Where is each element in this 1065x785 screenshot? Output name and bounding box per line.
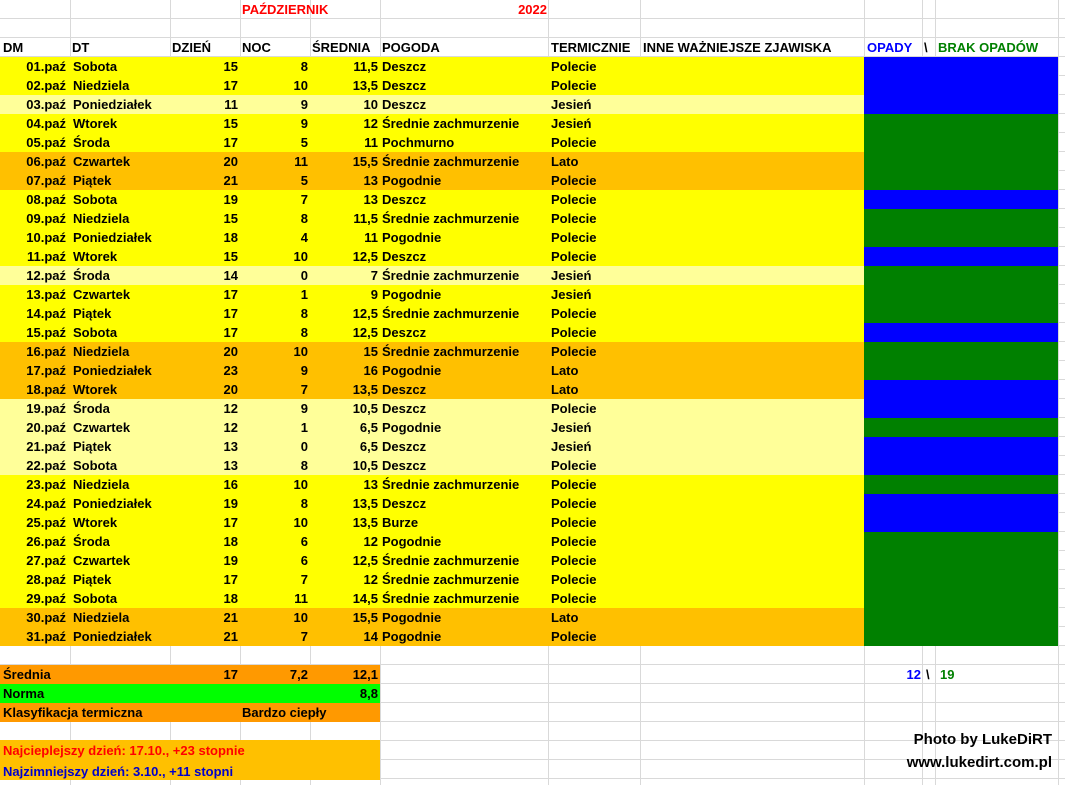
precip-cell-rain: [864, 456, 1058, 475]
night-temp-cell[interactable]: 7: [300, 572, 308, 587]
col-header-thermal[interactable]: TERMICZNIE: [551, 40, 631, 55]
weekday-cell[interactable]: Sobota: [73, 458, 118, 473]
weekday-cell[interactable]: Czwartek: [73, 420, 131, 435]
night-temp-cell[interactable]: 8: [300, 496, 308, 511]
precip-cell-rain: [864, 190, 1058, 209]
thermal-cell[interactable]: Polecie: [551, 458, 597, 473]
weekday-cell[interactable]: Sobota: [73, 591, 118, 606]
precip-cell-rain: [864, 399, 1058, 418]
weather-cell[interactable]: Deszcz: [382, 401, 427, 416]
weekday-cell[interactable]: Poniedziałek: [73, 230, 152, 245]
weather-cell[interactable]: Deszcz: [382, 59, 427, 74]
night-temp-cell[interactable]: 9: [300, 363, 308, 378]
weekday-cell[interactable]: Sobota: [73, 59, 118, 74]
weather-cell[interactable]: Pogodnie: [382, 420, 442, 435]
weekday-cell[interactable]: Wtorek: [73, 249, 118, 264]
day-date-cell[interactable]: 21.paź: [26, 439, 66, 454]
weekday-cell[interactable]: Piątek: [73, 306, 112, 321]
night-temp-cell[interactable]: 0: [300, 439, 308, 454]
precip-cell-dry: [864, 342, 1058, 361]
row-background: [0, 380, 864, 399]
day-date-cell[interactable]: 10.paź: [26, 230, 66, 245]
precip-cell-rain: [864, 513, 1058, 532]
avg-temp-cell[interactable]: 13,5: [352, 78, 378, 93]
night-temp-cell[interactable]: 10: [293, 477, 308, 492]
precip-cell-rain: [864, 57, 1058, 76]
weekday-cell[interactable]: Środa: [73, 268, 110, 283]
precip-cell-dry: [864, 152, 1058, 171]
avg-temp-cell[interactable]: 13,5: [352, 382, 378, 397]
weather-cell[interactable]: Średnie zachmurzenie: [382, 211, 520, 226]
avg-temp-cell[interactable]: 7: [370, 268, 378, 283]
precip-cell-dry: [864, 361, 1058, 380]
thermal-cell[interactable]: Polecie: [551, 135, 597, 150]
day-date-cell[interactable]: 01.paź: [26, 59, 66, 74]
weather-cell[interactable]: Średnie zachmurzenie: [382, 154, 520, 169]
precip-cell-dry: [864, 589, 1058, 608]
night-temp-cell[interactable]: 8: [300, 211, 308, 226]
col-header-precip[interactable]: OPADY: [867, 40, 913, 55]
avg-temp-cell[interactable]: 9: [370, 287, 378, 302]
day-date-cell[interactable]: 13.paź: [26, 287, 66, 302]
precip-cell-dry: [864, 570, 1058, 589]
weekday-cell[interactable]: Wtorek: [73, 382, 118, 397]
avg-label[interactable]: Średnia: [3, 667, 51, 682]
night-temp-cell[interactable]: 10: [293, 515, 308, 530]
avg-temp-cell[interactable]: 12: [363, 116, 378, 131]
precip-cell-dry: [864, 475, 1058, 494]
day-temp-cell[interactable]: 12: [223, 401, 238, 416]
day-temp-cell[interactable]: 19: [223, 192, 238, 207]
night-temp-cell[interactable]: 8: [300, 306, 308, 321]
row-background: [0, 399, 864, 418]
weekday-cell[interactable]: Poniedziałek: [73, 363, 152, 378]
day-temp-cell[interactable]: 21: [223, 173, 238, 188]
day-date-cell[interactable]: 12.paź: [26, 268, 66, 283]
night-temp-cell[interactable]: 4: [300, 230, 308, 245]
day-date-cell[interactable]: 19.paź: [26, 401, 66, 416]
thermal-cell[interactable]: Polecie: [551, 173, 597, 188]
day-date-cell[interactable]: 28.paź: [26, 572, 66, 587]
avg-temp-cell[interactable]: 16: [363, 363, 378, 378]
day-temp-cell[interactable]: 17: [223, 287, 238, 302]
thermal-cell[interactable]: Jesień: [551, 116, 592, 131]
thermal-cell[interactable]: Polecie: [551, 306, 597, 321]
weather-cell[interactable]: Średnie zachmurzenie: [382, 572, 520, 587]
weekday-cell[interactable]: Niedziela: [73, 78, 130, 93]
day-date-cell[interactable]: 11.paź: [26, 249, 66, 264]
precip-cell-dry: [864, 228, 1058, 247]
night-temp-cell[interactable]: 1: [300, 287, 308, 302]
thermal-cell[interactable]: Polecie: [551, 401, 597, 416]
thermal-cell[interactable]: Polecie: [551, 325, 597, 340]
avg-temp-cell[interactable]: 12,5: [352, 553, 378, 568]
night-temp-cell[interactable]: 11: [294, 591, 308, 606]
photo-credit: Photo by LukeDiRT: [913, 731, 1052, 748]
avg-temp-cell[interactable]: 6,5: [359, 439, 378, 454]
night-temp-cell[interactable]: 0: [300, 268, 308, 283]
day-date-cell[interactable]: 29.paź: [26, 591, 66, 606]
weather-cell[interactable]: Deszcz: [382, 192, 427, 207]
avg-temp-cell[interactable]: 12,5: [352, 249, 378, 264]
weather-cell[interactable]: Pogodnie: [382, 230, 442, 245]
precip-cell-dry: [864, 114, 1058, 133]
thermal-cell[interactable]: Lato: [551, 382, 579, 397]
weekday-cell[interactable]: Niedziela: [73, 211, 130, 226]
thermal-cell[interactable]: Polecie: [551, 78, 597, 93]
row-background: [0, 57, 864, 76]
thermal-cell[interactable]: Lato: [551, 363, 579, 378]
col-header-events[interactable]: INNE WAŻNIEJSZE ZJAWISKA: [643, 40, 832, 55]
weekday-cell[interactable]: Niedziela: [73, 610, 130, 625]
day-date-cell[interactable]: 30.paź: [26, 610, 66, 625]
precip-cell-rain: [864, 380, 1058, 399]
day-date-cell[interactable]: 18.paź: [26, 382, 66, 397]
day-date-cell[interactable]: 31.paź: [26, 629, 66, 644]
precip-days-count[interactable]: 12: [906, 667, 921, 682]
avg-temp-cell[interactable]: 15,5: [352, 610, 378, 625]
avg-temp-cell[interactable]: 12: [363, 572, 378, 587]
avg-temp-cell[interactable]: 14: [363, 629, 378, 644]
precip-cell-rain: [864, 437, 1058, 456]
night-temp-cell[interactable]: 9: [300, 401, 308, 416]
day-date-cell[interactable]: 04.paź: [26, 116, 66, 131]
precip-cell-rain: [864, 323, 1058, 342]
day-temp-cell[interactable]: 19: [223, 553, 238, 568]
day-temp-cell[interactable]: 13: [223, 458, 238, 473]
row-background: [0, 190, 864, 209]
day-temp-cell[interactable]: 15: [223, 59, 238, 74]
precip-cell-dry: [864, 285, 1058, 304]
day-temp-cell[interactable]: 11: [224, 97, 238, 112]
avg-temp-cell[interactable]: 14,5: [352, 591, 378, 606]
day-temp-cell[interactable]: 18: [223, 534, 238, 549]
precip-cell-rain: [864, 76, 1058, 95]
day-temp-cell[interactable]: 21: [223, 610, 238, 625]
day-temp-cell[interactable]: 20: [223, 382, 238, 397]
precip-cell-dry: [864, 627, 1058, 646]
thermal-cell[interactable]: Polecie: [551, 211, 597, 226]
col-header-sep: \: [924, 40, 928, 55]
weather-cell[interactable]: Pogodnie: [382, 173, 442, 188]
day-temp-cell[interactable]: 14: [223, 268, 238, 283]
night-temp-cell[interactable]: 6: [300, 534, 308, 549]
day-temp-cell[interactable]: 16: [223, 477, 238, 492]
thermal-cell[interactable]: Polecie: [551, 249, 597, 264]
avg-temp-cell[interactable]: 12: [363, 534, 378, 549]
thermal-cell[interactable]: Lato: [551, 154, 579, 169]
avg-day[interactable]: 17: [223, 667, 238, 682]
night-temp-cell[interactable]: 8: [300, 325, 308, 340]
col-header-noprecip[interactable]: BRAK OPADÓW: [938, 40, 1039, 55]
weather-cell[interactable]: Średnie zachmurzenie: [382, 591, 520, 606]
day-date-cell[interactable]: 08.paź: [26, 192, 66, 207]
thermal-cell[interactable]: Jesień: [551, 97, 592, 112]
weather-cell[interactable]: Pogodnie: [382, 534, 442, 549]
night-temp-cell[interactable]: 7: [300, 192, 308, 207]
day-temp-cell[interactable]: 17: [223, 515, 238, 530]
month-title: PAŹDZIERNIK: [242, 2, 329, 17]
day-date-cell[interactable]: 24.paź: [26, 496, 66, 511]
norm-value[interactable]: 8,8: [359, 686, 378, 701]
col-header-dm[interactable]: DM: [3, 40, 24, 55]
weekday-cell[interactable]: Poniedziałek: [73, 629, 152, 644]
precip-cell-dry: [864, 532, 1058, 551]
night-temp-cell[interactable]: 11: [294, 154, 308, 169]
thermal-cell[interactable]: Polecie: [551, 477, 597, 492]
avg-temp-cell[interactable]: 12,5: [352, 306, 378, 321]
night-temp-cell[interactable]: 6: [300, 553, 308, 568]
day-temp-cell[interactable]: 18: [223, 591, 238, 606]
day-temp-cell[interactable]: 12: [223, 420, 238, 435]
class-value[interactable]: Bardzo ciepły: [242, 705, 327, 720]
avg-temp-cell[interactable]: 11: [364, 230, 378, 245]
weekday-cell[interactable]: Niedziela: [73, 344, 130, 359]
row-background: [0, 437, 864, 456]
night-temp-cell[interactable]: 5: [300, 135, 308, 150]
col-header-night[interactable]: NOC: [242, 40, 271, 55]
warmest-day[interactable]: Najcieplejszy dzień: 17.10., +23 stopnie: [3, 743, 245, 758]
day-temp-cell[interactable]: 15: [223, 116, 238, 131]
row-background: [0, 513, 864, 532]
weather-cell[interactable]: Deszcz: [382, 496, 427, 511]
col-header-dt[interactable]: DT: [72, 40, 90, 55]
night-temp-cell[interactable]: 10: [293, 344, 308, 359]
col-header-day[interactable]: DZIEŃ: [172, 40, 211, 55]
weather-cell[interactable]: Pogodnie: [382, 363, 442, 378]
day-temp-cell[interactable]: 17: [223, 78, 238, 93]
weekday-cell[interactable]: Środa: [73, 401, 110, 416]
day-temp-cell[interactable]: 15: [223, 249, 238, 264]
day-temp-cell[interactable]: 15: [223, 211, 238, 226]
precip-cell-rain: [864, 494, 1058, 513]
weather-cell[interactable]: Deszcz: [382, 78, 427, 93]
day-temp-cell[interactable]: 17: [223, 325, 238, 340]
thermal-cell[interactable]: Lato: [551, 610, 579, 625]
day-date-cell[interactable]: 09.paź: [26, 211, 66, 226]
night-temp-cell[interactable]: 10: [293, 249, 308, 264]
coldest-day[interactable]: Najzimniejszy dzień: 3.10., +11 stopni: [3, 764, 234, 779]
weekday-cell[interactable]: Niedziela: [73, 477, 130, 492]
day-temp-cell[interactable]: 19: [223, 496, 238, 511]
day-date-cell[interactable]: 05.paź: [26, 135, 66, 150]
night-temp-cell[interactable]: 8: [300, 458, 308, 473]
avg-temp-cell[interactable]: 6,5: [359, 420, 378, 435]
weekday-cell[interactable]: Środa: [73, 135, 110, 150]
precip-cell-dry: [864, 209, 1058, 228]
avg-temp-cell[interactable]: 10: [363, 97, 378, 112]
thermal-cell[interactable]: Polecie: [551, 59, 597, 74]
weekday-cell[interactable]: Czwartek: [73, 553, 131, 568]
weekday-cell[interactable]: Piątek: [73, 439, 112, 454]
thermal-cell[interactable]: Polecie: [551, 534, 597, 549]
precip-cell-dry: [864, 551, 1058, 570]
weather-cell[interactable]: Deszcz: [382, 458, 427, 473]
night-temp-cell[interactable]: 5: [300, 173, 308, 188]
weather-cell[interactable]: Deszcz: [382, 97, 427, 112]
avg-temp-cell[interactable]: 10,5: [352, 458, 378, 473]
avg-temp-cell[interactable]: 13: [363, 192, 378, 207]
weekday-cell[interactable]: Poniedziałek: [73, 496, 152, 511]
night-temp-cell[interactable]: 10: [293, 78, 308, 93]
norm-label[interactable]: Norma: [3, 686, 45, 701]
day-date-cell[interactable]: 17.paź: [26, 363, 66, 378]
thermal-cell[interactable]: Polecie: [551, 515, 597, 530]
night-temp-cell[interactable]: 7: [300, 629, 308, 644]
weekday-cell[interactable]: Piątek: [73, 173, 112, 188]
dry-days-count[interactable]: 19: [940, 667, 955, 682]
count-sep: \: [926, 667, 930, 682]
weather-cell[interactable]: Deszcz: [382, 382, 427, 397]
grid-col-line: [1058, 0, 1059, 785]
year-title: 2022: [518, 2, 547, 17]
weather-cell[interactable]: Deszcz: [382, 249, 427, 264]
weather-cell[interactable]: Pochmurno: [382, 135, 455, 150]
col-header-avg[interactable]: ŚREDNIA: [312, 40, 371, 55]
avg-temp-cell[interactable]: 10,5: [352, 401, 378, 416]
weather-cell[interactable]: Deszcz: [382, 325, 427, 340]
weather-cell[interactable]: Średnie zachmurzenie: [382, 268, 520, 283]
day-temp-cell[interactable]: 13: [223, 439, 238, 454]
avg-temp-cell[interactable]: 11: [364, 135, 378, 150]
day-date-cell[interactable]: 02.paź: [26, 78, 66, 93]
night-temp-cell[interactable]: 1: [300, 420, 308, 435]
row-background: [0, 247, 864, 266]
day-date-cell[interactable]: 14.paź: [26, 306, 66, 321]
precip-cell-dry: [864, 133, 1058, 152]
weekday-cell[interactable]: Poniedziałek: [73, 97, 152, 112]
day-date-cell[interactable]: 23.paź: [26, 477, 66, 492]
night-temp-cell[interactable]: 9: [300, 116, 308, 131]
thermal-cell[interactable]: Polecie: [551, 192, 597, 207]
class-label[interactable]: Klasyfikacja termiczna: [3, 705, 143, 720]
precip-cell-rain: [864, 247, 1058, 266]
day-date-cell[interactable]: 03.paź: [26, 97, 66, 112]
website-credit: www.lukedirt.com.pl: [906, 754, 1052, 771]
weather-cell[interactable]: Średnie zachmurzenie: [382, 553, 520, 568]
day-temp-cell[interactable]: 20: [223, 154, 238, 169]
weather-cell[interactable]: Średnie zachmurzenie: [382, 344, 520, 359]
day-date-cell[interactable]: 22.paź: [26, 458, 66, 473]
avg-temp-cell[interactable]: 15,5: [352, 154, 378, 169]
row-background: [0, 456, 864, 475]
day-temp-cell[interactable]: 20: [223, 344, 238, 359]
avg-temp-cell[interactable]: 11,5: [353, 59, 378, 74]
day-date-cell[interactable]: 25.paź: [26, 515, 66, 530]
avg-temp-cell[interactable]: 13: [363, 477, 378, 492]
day-date-cell[interactable]: 06.paź: [26, 154, 66, 169]
weekday-cell[interactable]: Czwartek: [73, 287, 131, 302]
avg-temp-cell[interactable]: 11,5: [353, 211, 378, 226]
precip-cell-rain: [864, 95, 1058, 114]
weather-cell[interactable]: Pogodnie: [382, 610, 442, 625]
day-temp-cell[interactable]: 17: [223, 306, 238, 321]
day-date-cell[interactable]: 16.paź: [26, 344, 66, 359]
thermal-cell[interactable]: Jesień: [551, 287, 592, 302]
day-date-cell[interactable]: 27.paź: [26, 553, 66, 568]
precip-cell-dry: [864, 171, 1058, 190]
day-temp-cell[interactable]: 23: [223, 363, 238, 378]
day-date-cell[interactable]: 20.paź: [26, 420, 66, 435]
precip-cell-dry: [864, 418, 1058, 437]
day-temp-cell[interactable]: 21: [223, 629, 238, 644]
thermal-cell[interactable]: Polecie: [551, 591, 597, 606]
thermal-cell[interactable]: Polecie: [551, 230, 597, 245]
weekday-cell[interactable]: Sobota: [73, 192, 118, 207]
avg-temp-cell[interactable]: 15: [363, 344, 378, 359]
weekday-cell[interactable]: Wtorek: [73, 515, 118, 530]
col-header-weather[interactable]: POGODA: [382, 40, 440, 55]
thermal-cell[interactable]: Jesień: [551, 268, 592, 283]
avg-temp-cell[interactable]: 13,5: [352, 515, 378, 530]
day-date-cell[interactable]: 15.paź: [26, 325, 66, 340]
day-temp-cell[interactable]: 18: [223, 230, 238, 245]
row-background: [0, 76, 864, 95]
night-temp-cell[interactable]: 10: [293, 610, 308, 625]
row-background: [0, 323, 864, 342]
weather-cell[interactable]: Średnie zachmurzenie: [382, 477, 520, 492]
night-temp-cell[interactable]: 7: [300, 382, 308, 397]
weather-cell[interactable]: Średnie zachmurzenie: [382, 306, 520, 321]
avg-mean[interactable]: 12,1: [352, 667, 378, 682]
weekday-cell[interactable]: Wtorek: [73, 116, 118, 131]
day-date-cell[interactable]: 26.paź: [26, 534, 66, 549]
thermal-cell[interactable]: Jesień: [551, 420, 592, 435]
weekday-cell[interactable]: Piątek: [73, 572, 112, 587]
weather-cell[interactable]: Deszcz: [382, 439, 427, 454]
weather-cell[interactable]: Burze: [382, 515, 419, 530]
precip-cell-dry: [864, 266, 1058, 285]
weather-cell[interactable]: Pogodnie: [382, 629, 442, 644]
thermal-cell[interactable]: Polecie: [551, 629, 597, 644]
day-temp-cell[interactable]: 17: [223, 135, 238, 150]
precip-cell-dry: [864, 304, 1058, 323]
thermal-cell[interactable]: Polecie: [551, 553, 597, 568]
avg-temp-cell[interactable]: 13: [363, 173, 378, 188]
night-temp-cell[interactable]: 9: [300, 97, 308, 112]
thermal-cell[interactable]: Polecie: [551, 572, 597, 587]
night-temp-cell[interactable]: 8: [300, 59, 308, 74]
weather-cell[interactable]: Pogodnie: [382, 287, 442, 302]
precip-cell-dry: [864, 608, 1058, 627]
day-date-cell[interactable]: 07.paź: [26, 173, 66, 188]
weather-cell[interactable]: Średnie zachmurzenie: [382, 116, 520, 131]
weekday-cell[interactable]: Czwartek: [73, 154, 131, 169]
avg-temp-cell[interactable]: 12,5: [352, 325, 378, 340]
thermal-cell[interactable]: Polecie: [551, 344, 597, 359]
thermal-cell[interactable]: Jesień: [551, 439, 592, 454]
weekday-cell[interactable]: Środa: [73, 534, 110, 549]
day-temp-cell[interactable]: 17: [223, 572, 238, 587]
avg-temp-cell[interactable]: 13,5: [352, 496, 378, 511]
weekday-cell[interactable]: Sobota: [73, 325, 118, 340]
thermal-cell[interactable]: Polecie: [551, 496, 597, 511]
avg-night[interactable]: 7,2: [289, 667, 308, 682]
